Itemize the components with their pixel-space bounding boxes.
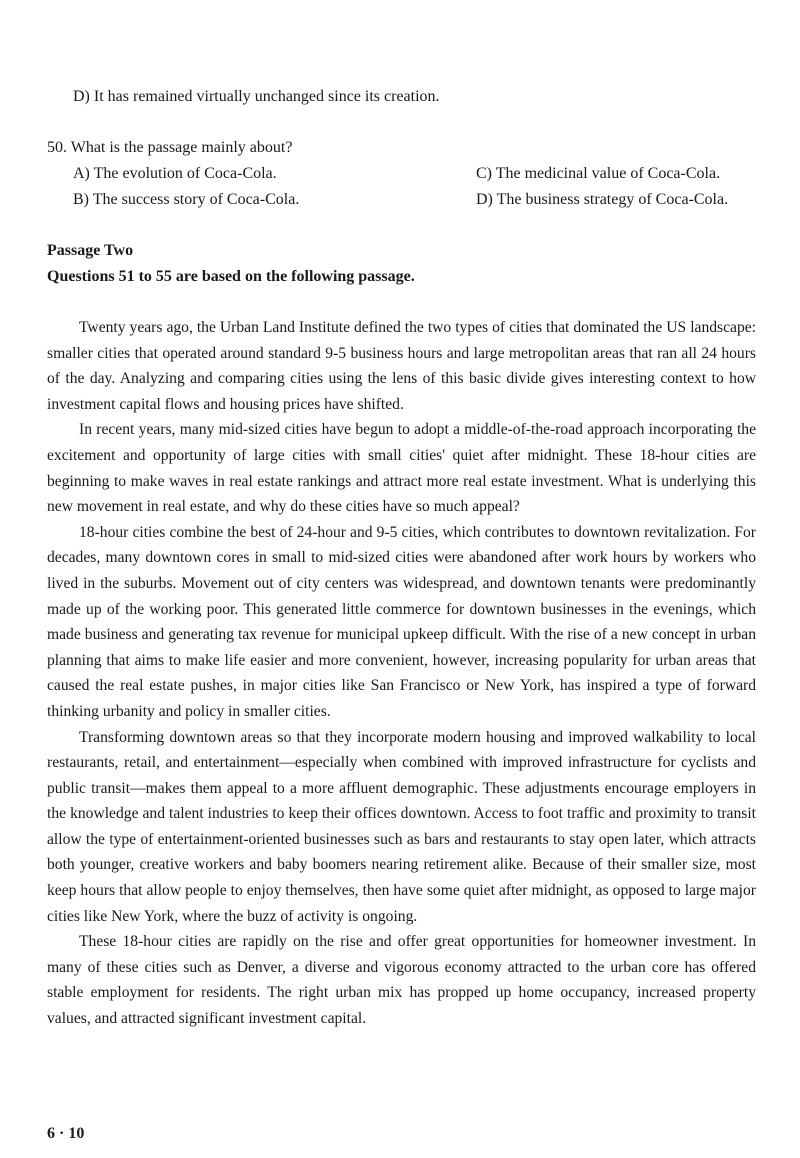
question-50-option-a: A) The evolution of Coca-Cola.	[73, 165, 277, 182]
question-50-option-c: C) The medicinal value of Coca-Cola.	[476, 165, 721, 182]
question-50-option-d: D) The business strategy of Coca-Cola.	[476, 191, 729, 208]
question-50-stem: 50. What is the passage mainly about?	[47, 139, 293, 156]
passage-instruction: Questions 51 to 55 are based on the following passage.	[47, 268, 415, 285]
passage-title: Passage Two	[47, 242, 134, 259]
passage-paragraph: Twenty years ago, the Urban Land Institute defined the two types of cities that dominated the US landscape: smaller cities that operated around standard 9-5 business hours and large metropolitan areas that ran all 24 hours of the day. Analyzing and comparing cities using the lens of this basic divide gives interesting context to how investment capital flows and housing prices have shifted.	[47, 319, 756, 413]
passage-paragraph: Transforming downtown areas so that they incorporate modern housing and improved walkability to local restaurants, retail, and entertainment—especially when combined with improved infrastructure for cyclists and public transit—makes them appeal to a more affluent demographic. These adjustments encourage employers in the knowledge and talent industries to keep their offices downtown. Access to foot traffic and proximity to transit allow the type of entertainment-oriented businesses such as bars and restaurants to stay open later, which attracts both younger, creative workers and baby boomers nearing retirement alike. Because of their smaller size, most keep hours that allow people to enjoy themselves, then have some quiet after midnight, as opposed to large major cities like New York, where the buzz of activity is ongoing.	[47, 728, 756, 925]
passage-paragraph: In recent years, many mid-sized cities have begun to adopt a middle-of-the-road approach incorporating the excitement and opportunity of large cities with small cities' quiet after midnight. These 18-hour cities are beginning to make waves in real estate rankings and attract more real estate investment. What is underlying this new movement in real estate, and why do these cities have so much appeal?	[47, 421, 756, 516]
passage-paragraph: 18-hour cities combine the best of 24-hour and 9-5 cities, which contributes to downtown revitalization. For decades, many downtown cores in small to mid-sized cities were abandoned after work hours by workers who lived in the suburbs. Movement out of city centers was widespread, and downtown tenants were predominantly made up of the working poor. This generated little commerce for downtown businesses in the evenings, which made business and generating tax revenue for municipal upkeep difficult. With the rise of a new concept in urban planning that aims to make life easier and more convenient, however, increasing popularity for urban areas that caused the real estate pushes, in major cities like San Francisco or New York, has inspired a type of forward thinking urbanity and policy in smaller cities.	[47, 523, 756, 720]
passage-body	[47, 315, 756, 1032]
question-49-option-d: D) It has remained virtually unchanged since its creation.	[73, 88, 440, 105]
question-50-option-b: B) The success story of Coca-Cola.	[73, 191, 300, 208]
page-number: 6 · 10	[47, 1125, 85, 1142]
passage-paragraph: These 18-hour cities are rapidly on the rise and offer great opportunities for homeowner investment. In many of these cities such as Denver, a diverse and vigorous economy attracted to the urban core has offered stable employment for residents. The right urban mix has propped up home occupancy, increased property values, and attracted significant investment capital.	[47, 933, 756, 1028]
